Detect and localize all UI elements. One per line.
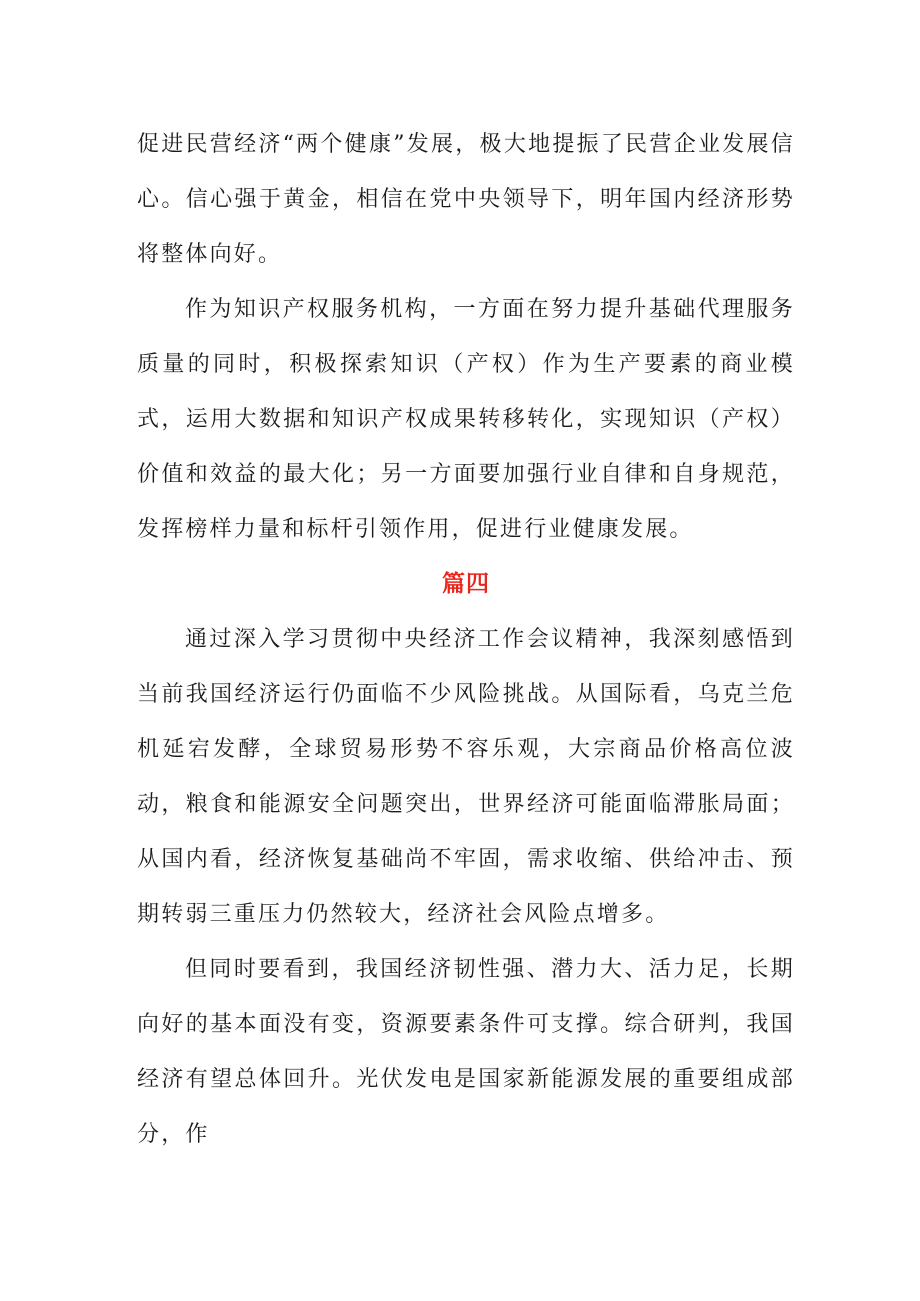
paragraph-continuation: 促进民营经济“两个健康”发展，极大地提振了民营企业发展信心。信心强于黄金，相信在党中央领导下，明年国内经济形势将整体向好。	[137, 132, 795, 267]
paragraph-economic-outlook: 但同时要看到，我国经济韧性强、潜力大、活力足，长期向好的基本面没有变，资源要素条件可支撑。综合研判，我国经济有望总体回升。光伏发电是国家新能源发展的重要组成部分，作	[137, 957, 795, 1147]
document-body	[137, 117, 795, 1162]
section-heading: 篇四	[442, 571, 490, 597]
paragraph-ip-services: 作为知识产权服务机构，一方面在努力提升基础代理服务质量的同时，积极探索知识（产权）作为生产要素的商业模式，运用大数据和知识产权成果转移转化，实现知识（产权）价值和效益的最大化；另一方面要加强行业自律和自身规范，发挥榜样力量和标杆引领作用，促进行业健康发展。	[137, 297, 795, 542]
paragraph-risk-challenges: 通过深入学习贯彻中央经济工作会议精神，我深刻感悟到当前我国经济运行仍面临不少风险挑战。从国际看，乌克兰危机延宕发酵，全球贸易形势不容乐观，大宗商品价格高位波动，粮食和能源安全问题突出，世界经济可能面临滞胀局面；从国内看，经济恢复基础尚不牢固，需求收缩、供给冲击、预期转弱三重压力仍然较大，经济社会风险点增多。	[137, 627, 795, 927]
